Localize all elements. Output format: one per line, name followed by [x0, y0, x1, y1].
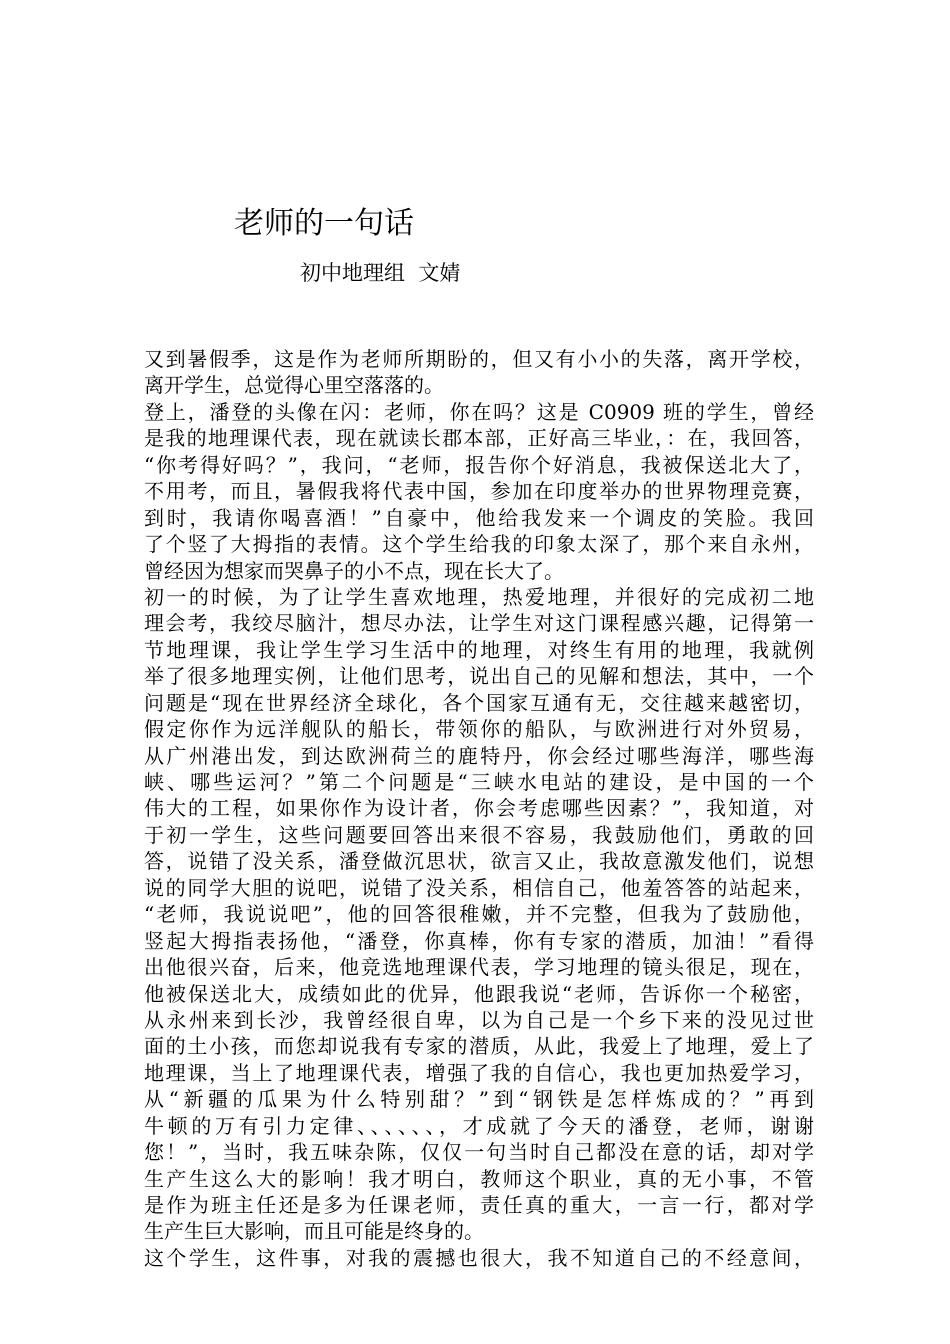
text-line: 答，说错了没关系，潘登做沉思状，欲言又止，我故意激发他们，说想 [144, 849, 814, 874]
text-line: “老师，我说说吧”，他的回答很稚嫩，并不完整，但我为了鼓励他， [144, 902, 814, 927]
text-line: 于初一学生，这些问题要回答出来很不容易，我鼓励他们，勇敢的回 [144, 822, 814, 847]
text-line: 生产生巨大影响，而且可能是终身的。 [144, 1219, 484, 1244]
text-line: 登上，潘登的头像在闪：老师，你在吗？这是 C0909 班的学生，曾经 [144, 399, 814, 424]
text-line: 伟大的工程，如果你作为设计者，你会考虑哪些因素？”，我知道，对 [144, 796, 814, 821]
text-line: 理会考，我绞尽脑汁，想尽办法，让学生对这门课程感兴趣，记得第一 [144, 611, 814, 636]
text-line: 又到暑假季，这是作为老师所期盼的，但又有小小的失落，离开学校， [144, 347, 814, 371]
text-line: 地理课，当上了地理课代表，增强了我的自信心，我也更加热爱学习， [144, 1060, 814, 1085]
text-line: 您！”，当时，我五味杂陈，仅仅一句当时自己都没在意的话，却对学 [144, 1140, 814, 1165]
text-line: 从“新疆的瓜果为什么特别甜？”到“钢铁是怎样炼成的？”再到 [144, 1087, 814, 1112]
text-line: 节地理课，我让学生学习生活中的地理，对终生有用的地理，我就例 [144, 637, 814, 662]
text-line: 是作为班主任还是多为任课老师，责任真的重大，一言一行，都对学 [144, 1193, 814, 1217]
document-body [144, 346, 814, 1271]
text-line: 他被保送北大，成绩如此的优异，他跟我说“老师，告诉你一个秘密， [144, 981, 814, 1006]
document-title: 老师的一句话 [234, 206, 414, 241]
text-line: 假定你作为远洋舰队的船长，带领你的船队，与欧洲进行对外贸易， [144, 717, 814, 742]
text-line: 举了很多地理实例，让他们思考，说出自己的见解和想法，其中，一个 [144, 664, 814, 689]
text-line: 是我的地理课代表，现在就读长郡本部，正好高三毕业，：在，我回答， [144, 426, 814, 451]
text-line: 不用考，而且，暑假我将代表中国，参加在印度举办的世界物理竞赛， [144, 479, 814, 504]
text-line: “你考得好吗？”，我问，“老师，报告你个好消息，我被保送北大了， [144, 452, 814, 477]
text-line: 牛顿的万有引力定律、、、、、、，才成就了今天的潘登，老师，谢谢 [144, 1113, 814, 1138]
text-line: 出他很兴奋，后来，他竞选地理课代表，学习地理的镜头很足，现在， [144, 955, 814, 980]
text-line: 从广州港出发，到达欧洲荷兰的鹿特丹，你会经过哪些海洋，哪些海 [144, 743, 814, 768]
text-line: 问题是“现在世界经济全球化，各个国家互通有无，交往越来越密切， [144, 690, 814, 715]
text-line: 离开学生，总觉得心里空落落的。 [144, 373, 444, 398]
text-line: 初一的时候，为了让学生喜欢地理，热爱地理，并很好的完成初二地 [144, 584, 814, 609]
text-line: 这个学生，这件事，对我的震撼也很大，我不知道自己的不经意间， [144, 1245, 814, 1270]
text-line: 从永州来到长沙，我曾经很自卑，以为自己是一个乡下来的没见过世 [144, 1007, 814, 1032]
document-author: 初中地理组 文婧 [300, 261, 461, 285]
text-line: 峡、哪些运河？”第二个问题是“三峡水电站的建设，是中国的一个 [144, 770, 814, 794]
text-line: 了个竖了大拇指的表情。这个学生给我的印象太深了，那个来自永州， [144, 532, 814, 557]
text-line: 生产生这么大的影响！我才明白，教师这个职业，真的无小事，不管 [144, 1166, 814, 1191]
text-line: 竖起大拇指表扬他，“潘登，你真棒，你有专家的潜质，加油！”看得 [144, 928, 814, 953]
text-line: 到时，我请你喝喜酒！”自豪中，他给我发来一个调皮的笑脸。我回 [144, 505, 814, 530]
text-line: 说的同学大胆的说吧，说错了没关系，相信自己，他羞答答的站起来， [144, 875, 814, 900]
text-line: 曾经因为想家而哭鼻子的小不点，现在长大了。 [144, 558, 564, 583]
text-line: 面的土小孩，而您却说我有专家的潜质，从此，我爱上了地理，爱上了 [144, 1034, 814, 1059]
